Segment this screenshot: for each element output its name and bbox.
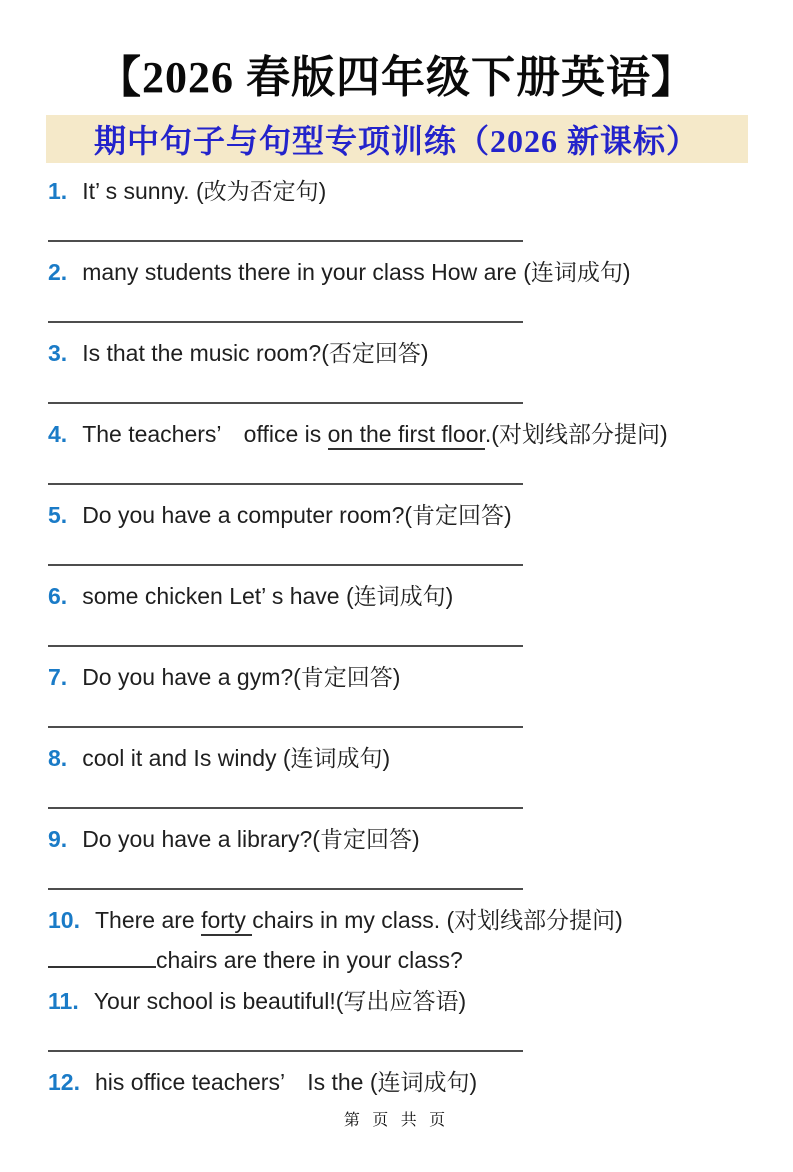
- item-number: 5.: [48, 502, 68, 528]
- sentence-segment: There are: [94, 907, 202, 933]
- exercise-item: [48, 986, 749, 1052]
- exercise-item: [48, 176, 749, 242]
- sentence-text: [82, 662, 400, 692]
- item-number: 11.: [48, 988, 79, 1014]
- item-number: 2.: [48, 259, 68, 285]
- exercise-sentence: [48, 986, 749, 1016]
- sentence-segment: Your school is beautiful!(写出应答语): [93, 988, 467, 1014]
- document-title: 【2026 春版四年级下册英语】: [97, 53, 696, 102]
- exercise-sentence: [48, 1067, 749, 1097]
- sentence-segment: .(对划线部分提问): [484, 421, 668, 447]
- exercise-item: [48, 905, 749, 976]
- sentence-segment: Is that the music room?(否定回答): [82, 340, 429, 366]
- page-footer: 第 页 共 页: [343, 1112, 450, 1129]
- sentence-text: [82, 419, 667, 449]
- sentence-segment: Do you have a computer room?(肯定回答): [82, 502, 512, 528]
- worksheet-page: [0, 50, 793, 1172]
- sentence-segment: chairs are there in your class?: [156, 947, 463, 973]
- answer-blank-line: [48, 321, 523, 323]
- exercise-sentence: [48, 905, 749, 935]
- item-number: 4.: [48, 421, 68, 447]
- sentence-segment: Do you have a library?(肯定回答): [82, 826, 420, 852]
- fill-in-line: [48, 944, 749, 976]
- exercise-item: [48, 743, 749, 809]
- exercise-sentence: [48, 662, 749, 692]
- sentence-segment: It’ s sunny. (改为否定句): [82, 178, 327, 204]
- answer-blank-line: [48, 483, 523, 485]
- answer-blank-line: [48, 888, 523, 890]
- exercise-item: [48, 1067, 749, 1097]
- answer-blank-line: [48, 645, 523, 647]
- exercise-sentence: [48, 743, 749, 773]
- sentence-text: [82, 257, 630, 287]
- exercise-item: [48, 500, 749, 566]
- exercise-item: [48, 662, 749, 728]
- sentence-text: [82, 500, 512, 530]
- underlined-phrase: on the first floor: [328, 421, 485, 450]
- sentence-text: [94, 986, 466, 1016]
- exercise-item: [48, 581, 749, 647]
- answer-blank-line: [48, 240, 523, 242]
- sentence-text: [82, 176, 326, 206]
- exercise-item: [48, 419, 749, 485]
- answer-blank-line: [48, 807, 523, 809]
- document-subtitle: 期中句子与句型专项训练（2026 新课标）: [93, 123, 699, 159]
- item-number: 10.: [48, 907, 80, 933]
- exercise-sentence: [48, 257, 749, 287]
- exercise-sentence: [48, 824, 749, 854]
- sentence-text: [95, 905, 623, 935]
- exercise-sentence: [48, 176, 749, 206]
- exercise-item: [48, 824, 749, 890]
- item-number: 12.: [48, 1069, 80, 1095]
- answer-blank-line: [48, 1050, 523, 1052]
- item-number: 7.: [48, 664, 68, 690]
- answer-blank-line: [48, 564, 523, 566]
- answer-blank-line: [48, 726, 523, 728]
- item-number: 8.: [48, 745, 68, 771]
- sentence-text: [82, 824, 419, 854]
- item-number: 9.: [48, 826, 68, 852]
- sentence-segment: some chicken Let’ s have (连词成句): [82, 583, 454, 609]
- sentence-text: [82, 743, 390, 773]
- answer-blank: [48, 944, 156, 968]
- sentence-text: [82, 338, 428, 368]
- item-number: 1.: [48, 178, 68, 204]
- sentence-text: [95, 1067, 477, 1097]
- exercise-sentence: [48, 338, 749, 368]
- subtitle-banner: [46, 115, 748, 163]
- sentence-text: [82, 581, 453, 611]
- underlined-phrase: forty: [201, 907, 252, 936]
- exercise-item: [48, 338, 749, 404]
- exercise-sentence: [48, 581, 749, 611]
- sentence-segment: The teachers’ office is: [82, 421, 328, 447]
- answer-blank-line: [48, 402, 523, 404]
- exercise-item: [48, 257, 749, 323]
- item-number: 3.: [48, 340, 68, 366]
- item-number: 6.: [48, 583, 68, 609]
- sentence-segment: cool it and Is windy (连词成句): [82, 745, 391, 771]
- exercise-sentence: [48, 500, 749, 530]
- sentence-segment: many students there in your class How are (连词成句): [82, 259, 631, 285]
- exercise-list: [0, 176, 793, 1097]
- exercise-sentence: [48, 419, 749, 449]
- sentence-segment: chairs in my class. (对划线部分提问): [252, 907, 623, 933]
- sentence-segment: his office teachers’ Is the (连词成句): [94, 1069, 478, 1095]
- sentence-segment: Do you have a gym?(肯定回答): [82, 664, 401, 690]
